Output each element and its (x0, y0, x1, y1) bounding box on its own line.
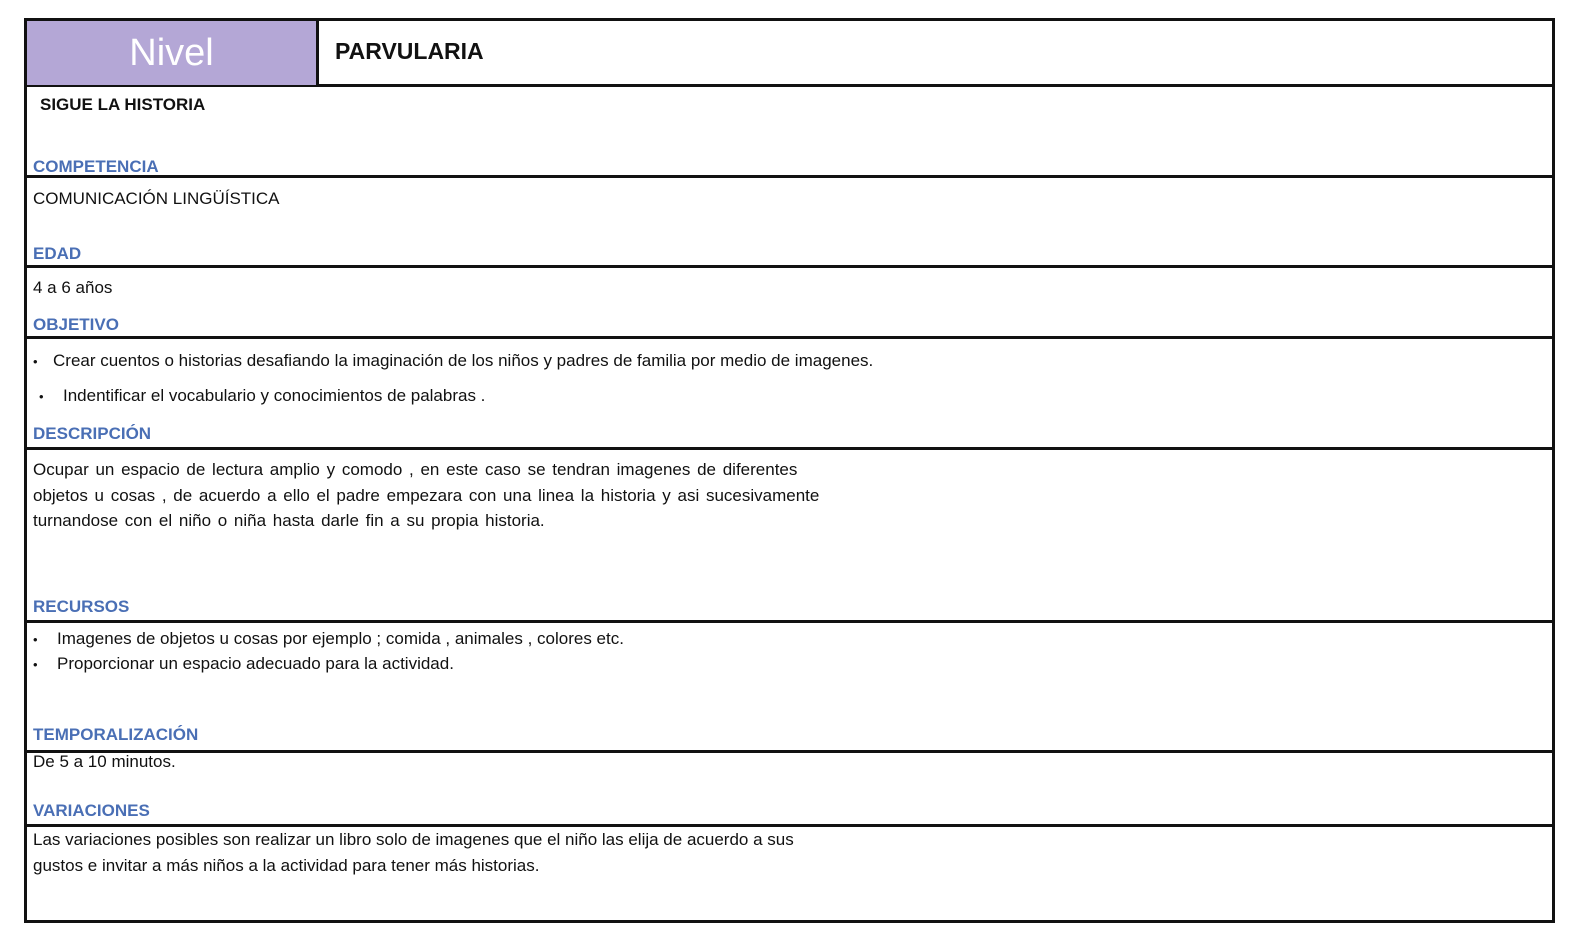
edad-text: 4 a 6 años (33, 278, 113, 297)
bullet-icon: • (33, 632, 38, 647)
recursos-bullet-text: Proporcionar un espacio adecuado para la actividad. (57, 654, 454, 673)
descripcion-line: objetos u cosas , de acuerdo a ello el padre empezara con una linea la historia y asi sucesivamente (33, 485, 820, 505)
variaciones-heading: VARIACIONES (33, 801, 150, 820)
competencia-text: COMUNICACIÓN LINGÜÍSTICA (33, 189, 280, 208)
variaciones-line: Las variaciones posibles son realizar un libro solo de imagenes que el niño las elija de acuerdo a sus (33, 830, 794, 849)
divider-objetivo (24, 336, 1555, 339)
objetivo-heading: OBJETIVO (33, 315, 119, 334)
recursos-bullet-text: Imagenes de objetos u cosas por ejemplo ; comida , animales , colores etc. (57, 629, 624, 648)
variaciones-line: gustos e invitar a más niños a la actividad para tener más historias. (33, 855, 540, 875)
border-right (1552, 18, 1555, 923)
activity-title: SIGUE LA HISTORIA (40, 95, 206, 114)
activity-sheet (24, 18, 1555, 923)
level-label: Nivel (129, 31, 214, 74)
recursos-bullet-item (33, 654, 454, 674)
divider-recursos (24, 620, 1555, 623)
descripcion-line: Ocupar un espacio de lectura amplio y comodo , en este caso se tendran imagenes de diferentes (33, 460, 798, 479)
objetivo-bullet-item (39, 386, 485, 406)
edad-heading: EDAD (33, 244, 82, 263)
border-left (24, 18, 27, 923)
objetivo-bullet-item (33, 351, 873, 371)
objetivo-bullet-text: Indentificar el vocabulario y conocimientos de palabras . (63, 386, 486, 405)
descripcion-text (33, 457, 819, 534)
divider-temporalizacion (24, 750, 1555, 753)
descripcion-heading: DESCRIPCIÓN (33, 424, 152, 443)
competencia-heading: COMPETENCIA (33, 157, 159, 176)
variaciones-text (33, 827, 794, 878)
border-bottom (24, 920, 1555, 923)
divider-descripcion (24, 447, 1555, 450)
objetivo-bullet-text: Crear cuentos o historias desafiando la imaginación de los niños y padres de familia por medio de imagenes. (53, 351, 874, 370)
recursos-heading: RECURSOS (33, 597, 130, 616)
bullet-icon: • (33, 354, 38, 369)
divider-edad (24, 265, 1555, 268)
recursos-bullet-item (33, 629, 624, 649)
descripcion-line: turnandose con el niño o niña hasta darle fin a su propia historia. (33, 511, 545, 530)
bullet-icon: • (33, 657, 38, 672)
level-label-cell (27, 21, 316, 85)
temporalizacion-heading: TEMPORALIZACIÓN (33, 725, 199, 744)
header-cell-divider (316, 18, 319, 86)
bullet-icon: • (39, 389, 44, 404)
divider-competencia (24, 175, 1555, 178)
level-value: PARVULARIA (335, 38, 484, 64)
temporalizacion-text: De 5 a 10 minutos. (33, 752, 176, 771)
